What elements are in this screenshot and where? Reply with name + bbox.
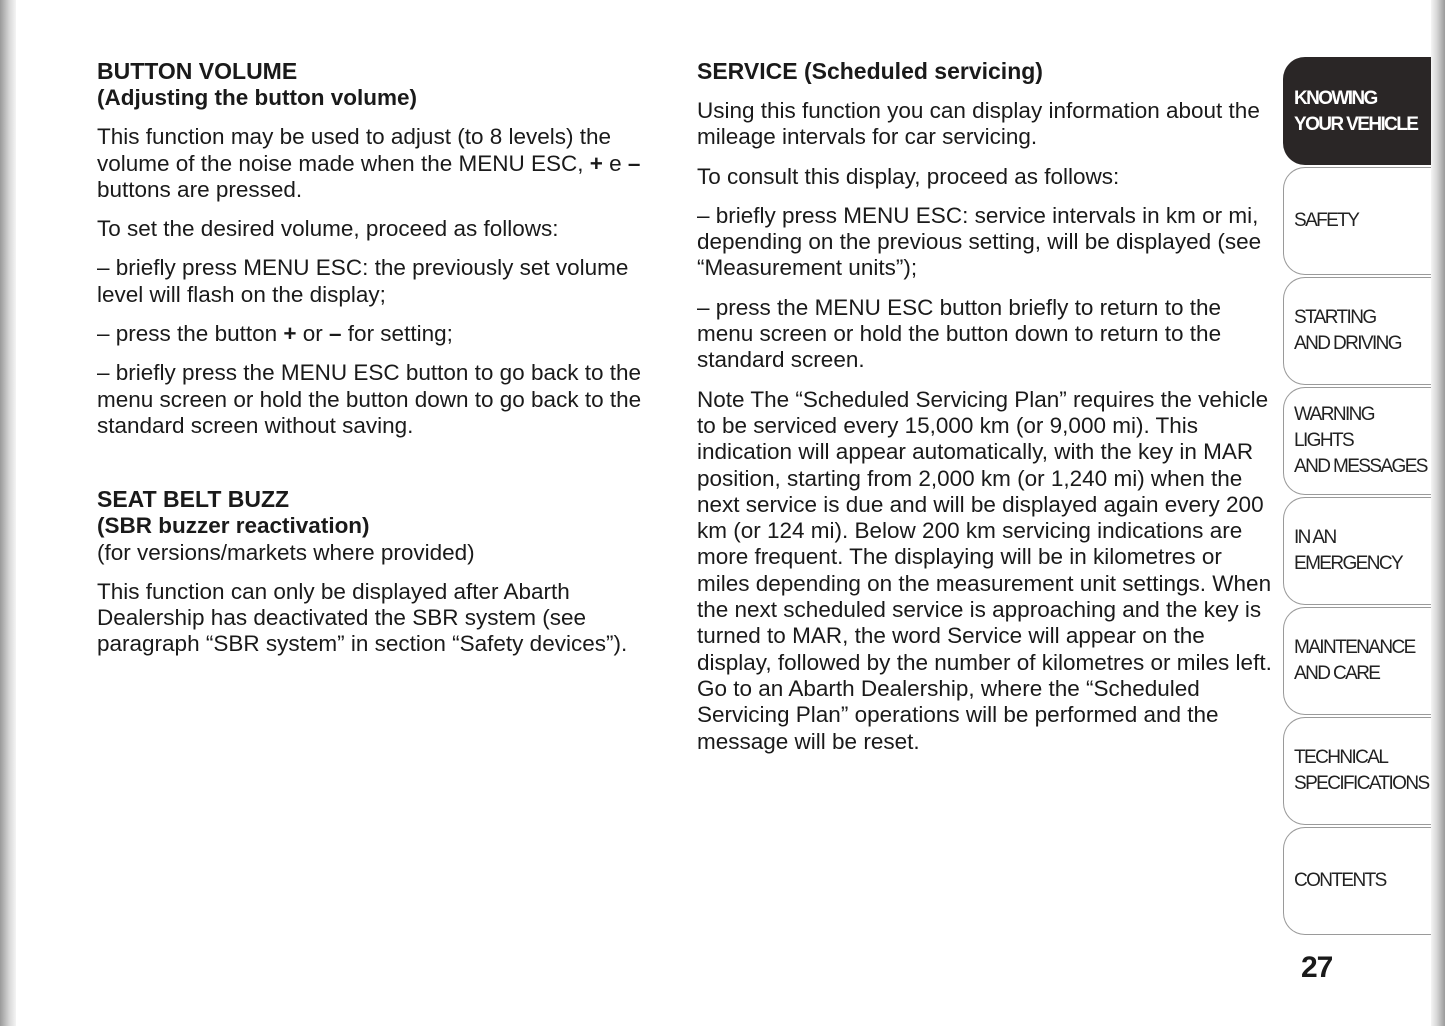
- tab-maintenance-and-care[interactable]: MAINTENANCE AND CARE: [1283, 607, 1431, 715]
- service-title: SERVICE (Scheduled servicing): [697, 58, 1043, 84]
- button-volume-paragraph-2: To set the desired volume, proceed as follows:: [97, 216, 559, 242]
- service-paragraph-3: – briefly press MENU ESC: service intervals in km or mi, depending on the previous setting, will be displayed (see “Measurement units”);: [697, 202, 1262, 281]
- tab-knowing-your-vehicle[interactable]: KNOWING YOUR VEHICLE: [1283, 57, 1431, 165]
- tab-contents[interactable]: CONTENTS: [1283, 827, 1431, 935]
- text-span: This function may be used to adjust (to 8 levels) the volume of the noise made when the MENU ESC,: [97, 124, 612, 176]
- minus-symbol: –: [627, 150, 641, 176]
- service-heading: [697, 58, 1272, 85]
- section-tabs: [1283, 57, 1431, 937]
- text-span: or: [296, 321, 330, 347]
- tab-in-an-emergency[interactable]: IN AN EMERGENCY: [1283, 497, 1431, 605]
- button-volume-paragraph-3: – briefly press MENU ESC: the previously set volume level will flash on the display;: [97, 255, 629, 307]
- seat-belt-buzz-heading: [97, 486, 672, 566]
- text-span: e: [602, 150, 628, 176]
- page-edge-right: [1431, 0, 1445, 1026]
- seat-belt-buzz-title: SEAT BELT BUZZ: [97, 486, 290, 513]
- tab-technical-specifications[interactable]: TECHNICAL SPECIFICATIONS: [1283, 717, 1431, 825]
- tab-safety[interactable]: SAFETY: [1283, 167, 1431, 275]
- tab-starting-and-driving[interactable]: STARTING AND DRIVING: [1283, 277, 1431, 385]
- page-number: 27: [1301, 951, 1333, 984]
- section-spacer: [97, 452, 672, 486]
- page-edge-left: [0, 0, 16, 1026]
- seat-belt-buzz-paragraph-1: This function can only be displayed after Abarth Dealership has deactivated the SBR system (see paragraph “SBR system” in section “Safety devices”).: [97, 578, 628, 657]
- plus-symbol: +: [589, 150, 603, 176]
- service-paragraph-2: To consult this display, proceed as follows:: [697, 163, 1120, 189]
- button-volume-subtitle: (Adjusting the button volume): [97, 85, 417, 110]
- service-paragraph-1: Using this function you can display information about the mileage intervals for car servicing.: [697, 98, 1260, 150]
- service-paragraph-4: – press the MENU ESC button briefly to return to the menu screen or hold the button down to return to the standard screen.: [697, 294, 1222, 373]
- button-volume-paragraph-4: [97, 321, 672, 347]
- text-span: – press the button: [97, 321, 284, 347]
- minus-symbol: –: [329, 321, 342, 347]
- plus-symbol: +: [283, 321, 297, 347]
- seat-belt-buzz-subtitle: (SBR buzzer reactivation): [97, 513, 370, 539]
- tab-warning-lights-and-messages[interactable]: WARNING LIGHTS AND MESSAGES: [1283, 387, 1431, 495]
- button-volume-heading: [97, 58, 672, 111]
- seat-belt-buzz-note: (for versions/markets where provided): [97, 539, 475, 565]
- button-volume-paragraph-5: – briefly press the MENU ESC button to go back to the menu screen or hold the button down to go back to the standard screen without saving.: [97, 360, 642, 438]
- right-column: [697, 58, 1272, 768]
- button-volume-paragraph-1: [97, 124, 672, 203]
- service-note-paragraph: Note The “Scheduled Servicing Plan” requires the vehicle to be serviced every 15,000 km (or 9,000 mi). This indication will appear automatically, with the key in MAR position, starting from 2,000 km (or 1,240 mi) when the next service is due and will be displayed again every 200 km (or 124 mi). Below 200 km servicing indications are more frequent. The displaying will be in kilometres or miles depending on the measurement unit settings. When the next scheduled service is approaching and the key is turned to MAR, the word Service will appear on the display, followed by the number of kilometres or miles left. Go to an Abarth Dealership, where the “Scheduled Servicing Plan” operations will be performed and the message will be reset.: [697, 386, 1272, 754]
- text-span: for setting;: [341, 321, 453, 347]
- text-span: buttons are pressed.: [97, 176, 303, 202]
- button-volume-title: BUTTON VOLUME: [97, 58, 298, 84]
- left-column: [97, 58, 672, 671]
